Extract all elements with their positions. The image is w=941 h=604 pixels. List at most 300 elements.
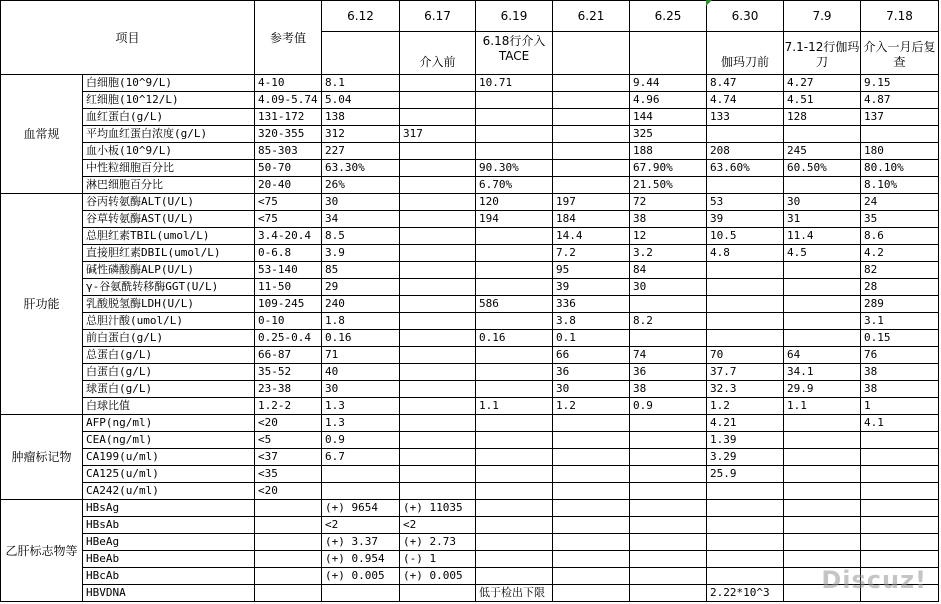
- table-row: [1, 381, 939, 398]
- reference-cell: 0-10: [255, 313, 322, 330]
- value-cell: [400, 92, 476, 109]
- item-name-cell: 总胆红素TBIL(umol/L): [83, 228, 255, 245]
- value-cell: [707, 126, 784, 143]
- value-cell: [707, 279, 784, 296]
- value-cell: [630, 415, 707, 432]
- item-name-cell: CEA(ng/ml): [83, 432, 255, 449]
- reference-cell: <35: [255, 466, 322, 483]
- reference-cell: [255, 534, 322, 551]
- note-header: [322, 32, 400, 75]
- value-cell: [630, 466, 707, 483]
- value-cell: [707, 330, 784, 347]
- item-name-cell: HBVDNA: [83, 585, 255, 602]
- value-cell: [476, 381, 553, 398]
- value-cell: 9.44: [630, 75, 707, 92]
- value-cell: [861, 517, 939, 534]
- item-name-cell: 直接胆红素DBIL(umol/L): [83, 245, 255, 262]
- value-cell: [476, 534, 553, 551]
- value-cell: [784, 415, 861, 432]
- value-cell: [476, 279, 553, 296]
- item-name-cell: 总蛋白(g/L): [83, 347, 255, 364]
- value-cell: [322, 585, 400, 602]
- value-cell: 80.10%: [861, 160, 939, 177]
- value-cell: (+) 0.954: [322, 551, 400, 568]
- reference-cell: [255, 585, 322, 602]
- value-cell: 1.1: [784, 398, 861, 415]
- value-cell: 28: [861, 279, 939, 296]
- item-name-cell: 白细胞(10^9/L): [83, 75, 255, 92]
- value-cell: 197: [553, 194, 630, 211]
- table-row: [1, 415, 939, 432]
- value-cell: 31: [784, 211, 861, 228]
- reference-cell: <75: [255, 194, 322, 211]
- value-cell: [630, 432, 707, 449]
- value-cell: [784, 126, 861, 143]
- value-cell: [476, 262, 553, 279]
- table-row: [1, 534, 939, 551]
- table-row: [1, 517, 939, 534]
- value-cell: 133: [707, 109, 784, 126]
- item-name-cell: AFP(ng/ml): [83, 415, 255, 432]
- value-cell: 36: [630, 364, 707, 381]
- value-cell: [707, 483, 784, 500]
- value-cell: 1.8: [322, 313, 400, 330]
- value-cell: [707, 551, 784, 568]
- reference-cell: <75: [255, 211, 322, 228]
- reference-cell: 0.25-0.4: [255, 330, 322, 347]
- table-row: [1, 466, 939, 483]
- value-cell: 10.5: [707, 228, 784, 245]
- value-cell: [553, 92, 630, 109]
- item-name-cell: γ-谷氨酰转移酶GGT(U/L): [83, 279, 255, 296]
- value-cell: [553, 534, 630, 551]
- value-cell: 317: [400, 126, 476, 143]
- date-header: 6.19: [476, 1, 553, 32]
- value-cell: [784, 296, 861, 313]
- value-cell: [400, 75, 476, 92]
- value-cell: [707, 262, 784, 279]
- item-name-cell: 球蛋白(g/L): [83, 381, 255, 398]
- value-cell: [553, 517, 630, 534]
- table-row: [1, 126, 939, 143]
- value-cell: [784, 279, 861, 296]
- value-cell: 60.50%: [784, 160, 861, 177]
- value-cell: [400, 194, 476, 211]
- note-header: [630, 32, 707, 75]
- item-name-cell: 红细胞(10^12/L): [83, 92, 255, 109]
- reference-cell: <20: [255, 483, 322, 500]
- table-row: [1, 177, 939, 194]
- value-cell: 25.9: [707, 466, 784, 483]
- value-cell: [476, 245, 553, 262]
- value-cell: 38: [630, 211, 707, 228]
- value-cell: [553, 160, 630, 177]
- value-cell: [476, 483, 553, 500]
- value-cell: 63.30%: [322, 160, 400, 177]
- value-cell: 4.27: [784, 75, 861, 92]
- header-row-dates: [1, 1, 939, 32]
- value-cell: 208: [707, 143, 784, 160]
- note-header: 7.1-12行伽玛刀: [784, 32, 861, 75]
- value-cell: [400, 313, 476, 330]
- value-cell: [476, 364, 553, 381]
- item-name-cell: 总胆汁酸(umol/L): [83, 313, 255, 330]
- value-cell: [707, 568, 784, 585]
- value-cell: 30: [630, 279, 707, 296]
- item-name-cell: 血小板(10^9/L): [83, 143, 255, 160]
- value-cell: 95: [553, 262, 630, 279]
- value-cell: [476, 466, 553, 483]
- value-cell: 3.29: [707, 449, 784, 466]
- value-cell: 53: [707, 194, 784, 211]
- value-cell: [476, 228, 553, 245]
- value-cell: 3.1: [861, 313, 939, 330]
- value-cell: [476, 92, 553, 109]
- value-cell: 240: [322, 296, 400, 313]
- value-cell: [400, 109, 476, 126]
- value-cell: [861, 466, 939, 483]
- value-cell: [400, 398, 476, 415]
- value-cell: [553, 432, 630, 449]
- value-cell: [861, 483, 939, 500]
- item-name-cell: HBeAg: [83, 534, 255, 551]
- value-cell: 74: [630, 347, 707, 364]
- value-cell: [784, 534, 861, 551]
- value-cell: 8.5: [322, 228, 400, 245]
- value-cell: 0.15: [861, 330, 939, 347]
- value-cell: 29.9: [784, 381, 861, 398]
- value-cell: [476, 109, 553, 126]
- value-cell: 1: [861, 398, 939, 415]
- value-cell: 85: [322, 262, 400, 279]
- value-cell: [400, 211, 476, 228]
- value-cell: 12: [630, 228, 707, 245]
- value-cell: 30: [553, 381, 630, 398]
- value-cell: [476, 347, 553, 364]
- value-cell: [784, 551, 861, 568]
- item-name-cell: 中性粒细胞百分比: [83, 160, 255, 177]
- group-label: 肝功能: [1, 194, 83, 415]
- value-cell: 3.9: [322, 245, 400, 262]
- table-row: [1, 483, 939, 500]
- value-cell: 32.3: [707, 381, 784, 398]
- value-cell: 0.1: [553, 330, 630, 347]
- value-cell: [476, 415, 553, 432]
- value-cell: [630, 483, 707, 500]
- value-cell: 37.7: [707, 364, 784, 381]
- item-name-cell: 碱性磷酸酶ALP(U/L): [83, 262, 255, 279]
- note-header: 6.18行介入TACE: [476, 32, 553, 75]
- value-cell: 63.60%: [707, 160, 784, 177]
- value-cell: 30: [784, 194, 861, 211]
- reference-cell: [255, 568, 322, 585]
- value-cell: 8.6: [861, 228, 939, 245]
- value-cell: 312: [322, 126, 400, 143]
- value-cell: [400, 228, 476, 245]
- value-cell: (+) 0.005: [322, 568, 400, 585]
- item-name-cell: 前白蛋白(g/L): [83, 330, 255, 347]
- value-cell: [400, 585, 476, 602]
- value-cell: [630, 551, 707, 568]
- value-cell: [630, 449, 707, 466]
- value-cell: [400, 432, 476, 449]
- value-cell: [553, 500, 630, 517]
- value-cell: [322, 466, 400, 483]
- item-name-cell: 谷草转氨酶AST(U/L): [83, 211, 255, 228]
- note-header: 伽玛刀前: [707, 32, 784, 75]
- value-cell: 39: [707, 211, 784, 228]
- reference-cell: 85-303: [255, 143, 322, 160]
- value-cell: 9.15: [861, 75, 939, 92]
- value-cell: 39: [553, 279, 630, 296]
- value-cell: [784, 313, 861, 330]
- value-cell: [400, 415, 476, 432]
- value-cell: 29: [322, 279, 400, 296]
- item-name-cell: HBeAb: [83, 551, 255, 568]
- value-cell: 120: [476, 194, 553, 211]
- value-cell: 低于检出下限: [476, 585, 553, 602]
- value-cell: [476, 500, 553, 517]
- reference-cell: 131-172: [255, 109, 322, 126]
- value-cell: 3.2: [630, 245, 707, 262]
- value-cell: 2.22*10^3: [707, 585, 784, 602]
- value-cell: 8.2: [630, 313, 707, 330]
- value-cell: 10.71: [476, 75, 553, 92]
- note-header: [553, 32, 630, 75]
- reference-cell: 4-10: [255, 75, 322, 92]
- value-cell: 67.90%: [630, 160, 707, 177]
- value-cell: [400, 279, 476, 296]
- item-name-cell: CA199(u/ml): [83, 449, 255, 466]
- table-row: [1, 313, 939, 330]
- value-cell: 64: [784, 347, 861, 364]
- item-name-cell: 谷丙转氨酶ALT(U/L): [83, 194, 255, 211]
- value-cell: 0.16: [476, 330, 553, 347]
- item-name-cell: CA242(u/ml): [83, 483, 255, 500]
- value-cell: 1.3: [322, 398, 400, 415]
- value-cell: 289: [861, 296, 939, 313]
- value-cell: 34.1: [784, 364, 861, 381]
- value-cell: 325: [630, 126, 707, 143]
- value-cell: [476, 551, 553, 568]
- reference-cell: 53-140: [255, 262, 322, 279]
- value-cell: (+) 0.005: [400, 568, 476, 585]
- value-cell: [553, 177, 630, 194]
- value-cell: (+) 3.37: [322, 534, 400, 551]
- value-cell: 0.16: [322, 330, 400, 347]
- date-header: 7.18: [861, 1, 939, 32]
- value-cell: [784, 432, 861, 449]
- reference-cell: <37: [255, 449, 322, 466]
- value-cell: 76: [861, 347, 939, 364]
- value-cell: [861, 432, 939, 449]
- table-row: [1, 262, 939, 279]
- value-cell: 71: [322, 347, 400, 364]
- note-header: 介入前: [400, 32, 476, 75]
- date-header: 6.17: [400, 1, 476, 32]
- table-row: [1, 228, 939, 245]
- table-row: [1, 432, 939, 449]
- value-cell: [707, 517, 784, 534]
- value-cell: 30: [322, 194, 400, 211]
- value-cell: [707, 296, 784, 313]
- value-cell: 7.2: [553, 245, 630, 262]
- reference-cell: 1.2-2: [255, 398, 322, 415]
- value-cell: 0.9: [630, 398, 707, 415]
- value-cell: 34: [322, 211, 400, 228]
- value-cell: [476, 568, 553, 585]
- value-cell: 1.1: [476, 398, 553, 415]
- value-cell: [707, 177, 784, 194]
- value-cell: [400, 296, 476, 313]
- value-cell: 1.39: [707, 432, 784, 449]
- value-cell: 1.2: [553, 398, 630, 415]
- value-cell: 6.7: [322, 449, 400, 466]
- value-cell: 0.9: [322, 432, 400, 449]
- table-row: [1, 75, 939, 92]
- value-cell: [630, 568, 707, 585]
- value-cell: 35: [861, 211, 939, 228]
- reference-cell: [255, 551, 322, 568]
- reference-cell: [255, 517, 322, 534]
- table-row: [1, 330, 939, 347]
- date-header: 6.25: [630, 1, 707, 32]
- value-cell: 26%: [322, 177, 400, 194]
- value-cell: 70: [707, 347, 784, 364]
- value-cell: 4.74: [707, 92, 784, 109]
- value-cell: [400, 177, 476, 194]
- value-cell: [630, 330, 707, 347]
- value-cell: 227: [322, 143, 400, 160]
- table-row: [1, 585, 939, 602]
- value-cell: 8.1: [322, 75, 400, 92]
- value-cell: [553, 449, 630, 466]
- value-cell: [476, 432, 553, 449]
- value-cell: 84: [630, 262, 707, 279]
- value-cell: 4.1: [861, 415, 939, 432]
- value-cell: [400, 483, 476, 500]
- value-cell: 21.50%: [630, 177, 707, 194]
- reference-cell: 20-40: [255, 177, 322, 194]
- value-cell: 4.8: [707, 245, 784, 262]
- note-header: 介入一月后复查: [861, 32, 939, 75]
- value-cell: 3.8: [553, 313, 630, 330]
- value-cell: 38: [861, 364, 939, 381]
- value-cell: [400, 160, 476, 177]
- table-row: [1, 568, 939, 585]
- value-cell: 8.10%: [861, 177, 939, 194]
- value-cell: [630, 296, 707, 313]
- value-cell: 138: [322, 109, 400, 126]
- reference-cell: 11-50: [255, 279, 322, 296]
- date-header: 6.30: [707, 1, 784, 32]
- table-row: [1, 296, 939, 313]
- table-row: [1, 143, 939, 160]
- reference-cell: <20: [255, 415, 322, 432]
- value-cell: <2: [322, 517, 400, 534]
- value-cell: [784, 177, 861, 194]
- value-cell: 40: [322, 364, 400, 381]
- table-row: [1, 347, 939, 364]
- item-name-cell: CA125(u/ml): [83, 466, 255, 483]
- item-name-cell: 血红蛋白(g/L): [83, 109, 255, 126]
- reference-cell: 66-87: [255, 347, 322, 364]
- item-name-cell: HBcAb: [83, 568, 255, 585]
- value-cell: [861, 534, 939, 551]
- table-row: [1, 160, 939, 177]
- value-cell: [476, 517, 553, 534]
- reference-cell: 320-355: [255, 126, 322, 143]
- group-label: 血常规: [1, 75, 83, 194]
- table-row: [1, 449, 939, 466]
- value-cell: [553, 483, 630, 500]
- date-header: 7.9: [784, 1, 861, 32]
- value-cell: [630, 517, 707, 534]
- value-cell: 184: [553, 211, 630, 228]
- value-cell: [630, 585, 707, 602]
- table-row: [1, 500, 939, 517]
- value-cell: 336: [553, 296, 630, 313]
- value-cell: [861, 126, 939, 143]
- value-cell: [553, 143, 630, 160]
- value-cell: 245: [784, 143, 861, 160]
- value-cell: 5.04: [322, 92, 400, 109]
- reference-cell: 109-245: [255, 296, 322, 313]
- table-row: [1, 92, 939, 109]
- value-cell: [476, 126, 553, 143]
- value-cell: 24: [861, 194, 939, 211]
- reference-cell: [255, 500, 322, 517]
- value-cell: 128: [784, 109, 861, 126]
- value-cell: [630, 500, 707, 517]
- cell-comment-marker: [706, 0, 712, 6]
- reference-cell: 35-52: [255, 364, 322, 381]
- table-row: [1, 194, 939, 211]
- value-cell: [553, 415, 630, 432]
- value-cell: [322, 483, 400, 500]
- value-cell: 4.21: [707, 415, 784, 432]
- table-row: [1, 211, 939, 228]
- value-cell: (-) 1: [400, 551, 476, 568]
- value-cell: 66: [553, 347, 630, 364]
- date-header: 6.21: [553, 1, 630, 32]
- value-cell: [784, 466, 861, 483]
- value-cell: 36: [553, 364, 630, 381]
- value-cell: 188: [630, 143, 707, 160]
- value-cell: <2: [400, 517, 476, 534]
- value-cell: 137: [861, 109, 939, 126]
- value-cell: [400, 449, 476, 466]
- value-cell: 1.3: [322, 415, 400, 432]
- forum-watermark: Discuz!: [821, 566, 927, 594]
- group-label: 肿瘤标记物: [1, 415, 83, 500]
- item-name-cell: 白球比值: [83, 398, 255, 415]
- table-row: [1, 279, 939, 296]
- value-cell: [553, 551, 630, 568]
- value-cell: [784, 449, 861, 466]
- table-row: [1, 245, 939, 262]
- item-name-cell: 白蛋白(g/L): [83, 364, 255, 381]
- value-cell: [400, 245, 476, 262]
- value-cell: [553, 585, 630, 602]
- value-cell: [400, 143, 476, 160]
- value-cell: (+) 2.73: [400, 534, 476, 551]
- value-cell: 4.96: [630, 92, 707, 109]
- value-cell: [861, 551, 939, 568]
- value-cell: 6.70%: [476, 177, 553, 194]
- value-cell: [400, 364, 476, 381]
- group-label: 乙肝标志物等: [1, 500, 83, 602]
